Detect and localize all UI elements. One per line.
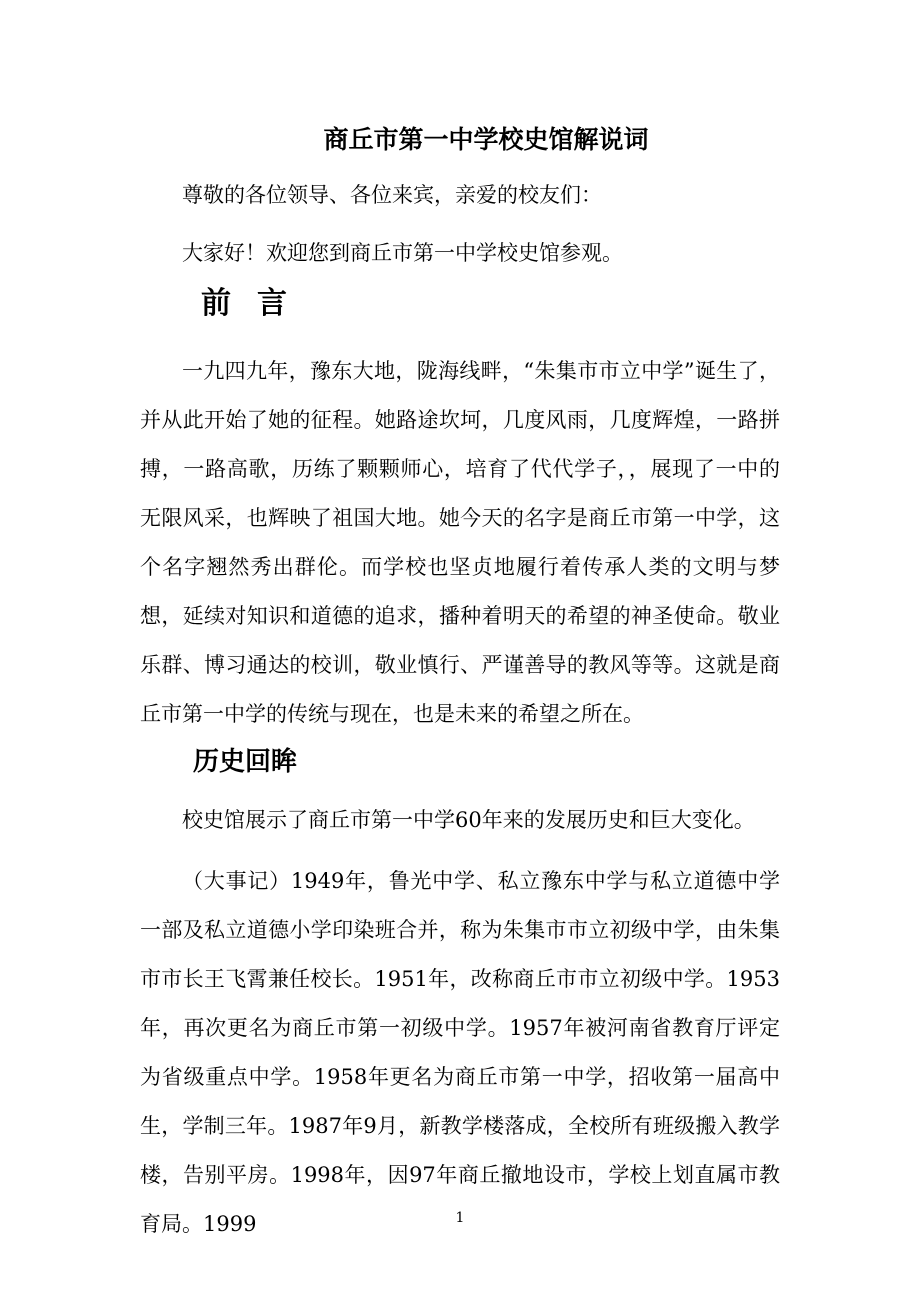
section-heading-preface: 前言	[201, 286, 313, 321]
section-heading-history: 历史回眸	[193, 747, 298, 777]
preface-paragraph: 一九四九年，豫东大地，陇海线畔，“朱集市市立中学”诞生了，并从此开始了她的征程。她路途坎坷，几度风雨，几度辉煌，一路拼搏，一路高歌，历练了颗颗师心，培育了代代学子，，展现了一中的无限风采，也辉映了祖国大地。她今天的名字是商丘市第一中学，这个名字翘然秀出群伦。而学校也坚贞地履行着传承人类的文明与梦想，延续对知识和道德的追求，播种着明天的希望的神圣使命。敬业乐群、博习通达的校训，敬业慎行、严谨善导的教风等等。这就是商丘市第一中学的传统与现在，也是未来的希望之所在。	[140, 359, 780, 726]
greeting-text: 尊敬的各位领导、各位来宾，亲爱的校友们：	[182, 183, 602, 207]
document-title: 商丘市第一中学校史馆解说词	[323, 125, 649, 154]
history-chronicle-paragraph: （大事记）1949年，鲁光中学、私立豫东中学与私立道德中学一部及私立道德小学印染班合并，称为朱集市市立初级中学，由朱集市市长王飞霄兼任校长。1951年，改称商丘市市立初级中学。1953年，再次更名为商丘市第一初级中学。1957年被河南省教育厅评定为省级重点中学。1958年更名为商丘市第一中学，招收第一届高中生，学制三年。1987年9月，新教学楼落成，全校所有班级搬入教学楼，告别平房。1998年，因97年商丘撤地设市，学校上划直属市教育局。1999	[140, 869, 780, 1236]
welcome-text: 大家好！欢迎您到商丘市第一中学校史馆参观。	[182, 241, 623, 265]
history-intro-text: 校史馆展示了商丘市第一中学60年来的发展历史和巨大变化。	[182, 808, 755, 832]
page-number: 1	[455, 1210, 465, 1226]
